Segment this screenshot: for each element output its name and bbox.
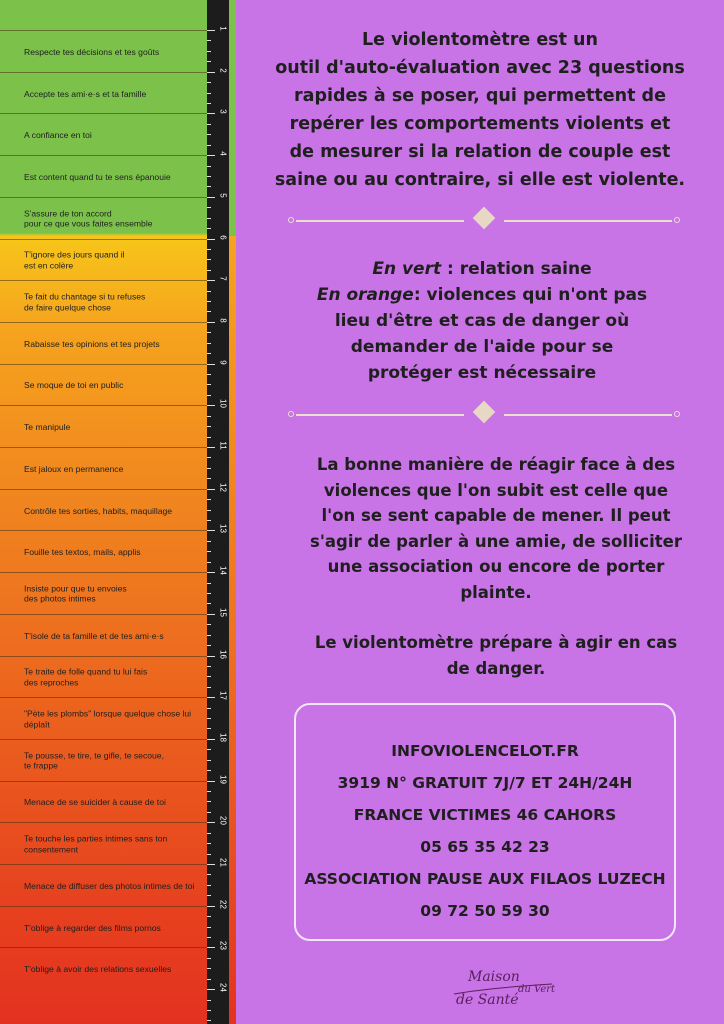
contact-org-cahors: FRANCE VICTIMES 46 CAHORS [353, 806, 617, 824]
scale-row [0, 906, 207, 948]
legend-green-text: : relation saine [441, 259, 592, 279]
ruler-tick [207, 562, 211, 563]
behavior-label: Te touche les parties intimes sans ton consentement [24, 833, 168, 855]
scale-number: 9 [218, 359, 228, 365]
ruler-tick [207, 864, 215, 865]
ruler-tick [207, 1010, 211, 1011]
scale-number: 20 [218, 816, 228, 826]
scale-row [0, 364, 207, 406]
prepare-text: Le violentomètre prépare à agir en cas de danger. [314, 633, 678, 678]
contact-website[interactable]: INFOVIOLENCELOT.FR [391, 742, 579, 760]
ruler-tick [207, 801, 211, 802]
svg-text:de Santé: de Santé [456, 992, 519, 1008]
ruler-tick [207, 624, 211, 625]
scale-row [0, 947, 207, 989]
scale-number: 5 [218, 193, 228, 198]
scale-row [0, 489, 207, 531]
contact-phone-cahors: 05 65 35 42 23 [420, 838, 550, 856]
ruler-tick [207, 30, 215, 31]
ruler-tick [207, 51, 211, 52]
behavior-label: T'ignore des jours quand il est en colère [24, 249, 125, 271]
ruler-tick [207, 593, 211, 594]
scale-row [0, 322, 207, 364]
ruler-tick [207, 687, 211, 688]
ruler-tick [207, 218, 211, 219]
scale-number: 24 [218, 983, 228, 993]
svg-text:du Vert: du Vert [518, 984, 556, 995]
ruler-tick [207, 708, 211, 709]
behavior-label: Te traite de folle quand tu lui fais des reproches [24, 666, 148, 688]
ruler-tick [207, 541, 211, 542]
scale-number: 19 [218, 774, 228, 784]
ruler-tick [207, 1000, 211, 1001]
violentometre-scale [0, 0, 207, 1024]
ruler-tick [207, 457, 211, 458]
scale-number: 6 [218, 234, 228, 240]
ruler-tick [207, 155, 215, 156]
scale-number: 16 [218, 649, 228, 659]
ruler-tick [207, 885, 211, 886]
ruler-tick [207, 207, 211, 208]
scale-number: 11 [218, 441, 228, 450]
contact-box [294, 703, 676, 941]
ruler-tick [207, 499, 211, 500]
legend-orange-text: : violences qui n'ont pas lieu d'être et cas de danger où demander de l'aide pour se protéger est nécessaire [334, 285, 648, 383]
scale-row [0, 113, 207, 155]
behavior-label: Menace de se suicider à cause de toi [24, 797, 166, 808]
ruler-tick [207, 666, 211, 667]
ruler-tick [207, 228, 211, 229]
ruler-tick [207, 989, 215, 990]
scale-ruler-bar [207, 0, 229, 1024]
contact-hotline: 3919 N° GRATUIT 7J/7 ET 24H/24H [337, 774, 633, 792]
scale-row [0, 197, 207, 239]
ruler-tick [207, 572, 215, 573]
ruler-tick [207, 301, 211, 302]
ruler-tick [207, 270, 211, 271]
ruler-tick [207, 61, 211, 62]
scale-row [0, 30, 207, 72]
scale-number: 4 [218, 151, 228, 156]
ruler-tick [207, 437, 211, 438]
scale-row [0, 239, 207, 281]
ruler-tick [207, 635, 211, 636]
ruler-tick [207, 603, 211, 604]
ruler-tick [207, 72, 215, 73]
ornament-divider [288, 211, 688, 231]
ruler-tick [207, 760, 211, 761]
contact-phone-luzech: 09 72 50 59 30 [420, 902, 550, 920]
scale-number: 1 [218, 26, 228, 31]
ruler-tick [207, 583, 211, 584]
behavior-label: T'isole de ta famille et de tes ami·e·s [24, 630, 164, 641]
ruler-tick [207, 134, 211, 135]
ruler-tick [207, 854, 211, 855]
scale-number: 18 [218, 732, 228, 742]
behavior-label: Est content quand tu te sens épanouie [24, 171, 171, 182]
ruler-tick [207, 197, 215, 198]
behavior-label: T'oblige à regarder des films pornos [24, 922, 161, 933]
ruler-tick [207, 166, 211, 167]
behavior-label: Rabaisse tes opinions et tes projets [24, 338, 160, 349]
scale-row [0, 155, 207, 197]
scale-number: 7 [218, 276, 228, 281]
scale-row [0, 822, 207, 864]
ruler-tick [207, 322, 215, 323]
ruler-tick [207, 916, 211, 917]
ruler-tick [207, 510, 211, 511]
ruler-tick [207, 374, 211, 375]
behavior-label: Te pousse, te tire, te gifle, te secoue, te frappe [24, 750, 164, 771]
ruler-tick [207, 239, 215, 240]
reaction-text: La bonne manière de réagir face à des violences que l'on subit est celle que l'on se sent capable de mener. Il peut s'agir de parler à une amie, de solliciter une association ou encore de porter plainte. [310, 455, 682, 602]
ornament-divider [288, 405, 688, 425]
ruler-tick [207, 947, 215, 948]
ruler-tick [207, 874, 211, 875]
ruler-tick [207, 833, 211, 834]
contact-org-luzech: ASSOCIATION PAUSE AUX FILAOS LUZECH [304, 870, 666, 888]
ruler-tick [207, 353, 211, 354]
color-legend [296, 256, 668, 386]
scale-number: 17 [218, 691, 228, 701]
ruler-tick [207, 968, 211, 969]
ruler-tick [207, 259, 211, 260]
diamond-icon [473, 207, 496, 230]
ruler-tick [207, 40, 211, 41]
ruler-tick [207, 124, 211, 125]
ruler-tick [207, 927, 211, 928]
ruler-tick [207, 343, 211, 344]
ruler-tick [207, 979, 211, 980]
scale-row [0, 864, 207, 906]
behavior-label: Contrôle tes sorties, habits, maquillage [24, 505, 173, 516]
ruler-tick [207, 113, 215, 114]
svg-text:Maison: Maison [468, 969, 520, 985]
ruler-tick [207, 103, 211, 104]
behavior-label: Insiste pour que tu envoies des photos intimes [24, 583, 127, 604]
ruler-tick [207, 384, 211, 385]
ruler-tick [207, 447, 215, 448]
ruler-tick [207, 478, 211, 479]
scale-row [0, 447, 207, 489]
ruler-tick [207, 291, 211, 292]
ruler-tick [207, 93, 211, 94]
ruler-tick [207, 426, 211, 427]
ruler-tick [207, 812, 211, 813]
behavior-label: "Pète les plombs" lorsque quelque chose lui déplaît [24, 708, 192, 730]
diamond-icon [473, 401, 496, 424]
scale-row [0, 739, 207, 781]
scale-row [0, 656, 207, 698]
scale-number: 2 [218, 67, 228, 73]
intro-text: Le violentomètre est un outil d'auto-évaluation avec 23 questions rapides à se poser, qui permettent de repérer les comportements violents et de mesurer si la relation de couple est saine ou au contraire, si elle est violente. [274, 30, 686, 190]
behavior-label: A confiance en toi [24, 129, 92, 140]
ruler-tick [207, 749, 211, 750]
scale-row [0, 781, 207, 823]
ruler-tick [207, 551, 211, 552]
scale-row [0, 72, 207, 114]
ruler-tick [207, 416, 211, 417]
behavior-label: Te manipule [24, 421, 71, 432]
ruler-tick [207, 697, 215, 698]
ruler-tick [207, 676, 211, 677]
ruler-tick [207, 280, 215, 281]
ruler-tick [207, 895, 211, 896]
behavior-label: Se moque de toi en public [24, 380, 124, 391]
info-panel [236, 0, 724, 1024]
ruler-tick [207, 937, 211, 938]
scale-row [0, 280, 207, 322]
legend-green-label: En vert [372, 259, 442, 279]
ruler-tick [207, 395, 211, 396]
ruler-tick [207, 781, 215, 782]
scale-number: 21 [218, 858, 228, 867]
behavior-label: Accepte tes ami·e·s et ta famille [24, 88, 147, 99]
behavior-label: Respecte tes décisions et tes goûts [24, 46, 160, 57]
ruler-tick [207, 405, 215, 406]
scale-number: 10 [218, 399, 228, 409]
ruler-tick [207, 906, 215, 907]
behavior-label: T'oblige à avoir des relations sexuelles [24, 963, 172, 974]
scale-number: 22 [218, 899, 228, 909]
ruler-tick [207, 614, 215, 615]
maison-de-sante-logo [448, 962, 558, 1012]
ruler-tick [207, 520, 211, 521]
ruler-tick [207, 958, 211, 959]
ruler-tick [207, 311, 211, 312]
behavior-label: Menace de diffuser des photos intimes de toi [24, 880, 195, 891]
ruler-tick [207, 145, 211, 146]
scale-number: 12 [218, 482, 228, 492]
color-strip [229, 0, 236, 1024]
ruler-tick [207, 1020, 211, 1021]
scale-number: 3 [218, 109, 228, 115]
ruler-tick [207, 656, 215, 657]
ruler-tick [207, 249, 211, 250]
ruler-tick [207, 82, 211, 83]
scale-row [0, 614, 207, 656]
ruler-tick [207, 530, 215, 531]
scale-row [0, 697, 207, 739]
ruler-tick [207, 186, 211, 187]
ruler-tick [207, 468, 211, 469]
ruler-tick [207, 791, 211, 792]
scale-number: 15 [218, 607, 228, 617]
scale-number: 13 [218, 524, 228, 534]
scale-number: 14 [218, 566, 228, 576]
ruler-tick [207, 645, 211, 646]
scale-row [0, 405, 207, 447]
behavior-label: S'assure de ton accord pour ce que vous faites ensemble [24, 208, 153, 229]
ruler-tick [207, 822, 215, 823]
ruler-tick [207, 739, 215, 740]
ruler-tick [207, 176, 211, 177]
scale-row [0, 530, 207, 572]
ruler-tick [207, 728, 211, 729]
ruler-tick [207, 843, 211, 844]
ruler-tick [207, 718, 211, 719]
ruler-tick [207, 364, 215, 365]
behavior-label: Te fait du chantage si tu refuses de faire quelque chose [24, 291, 146, 313]
ruler-tick [207, 332, 211, 333]
scale-number: 23 [218, 941, 228, 951]
ruler-tick [207, 489, 215, 490]
legend-orange-label: En orange [316, 285, 414, 305]
ruler-tick [207, 770, 211, 771]
scale-number: 8 [218, 318, 228, 323]
behavior-label: Fouille tes textos, mails, applis [24, 546, 141, 557]
behavior-label: Est jaloux en permanence [24, 463, 124, 474]
scale-row [0, 572, 207, 614]
